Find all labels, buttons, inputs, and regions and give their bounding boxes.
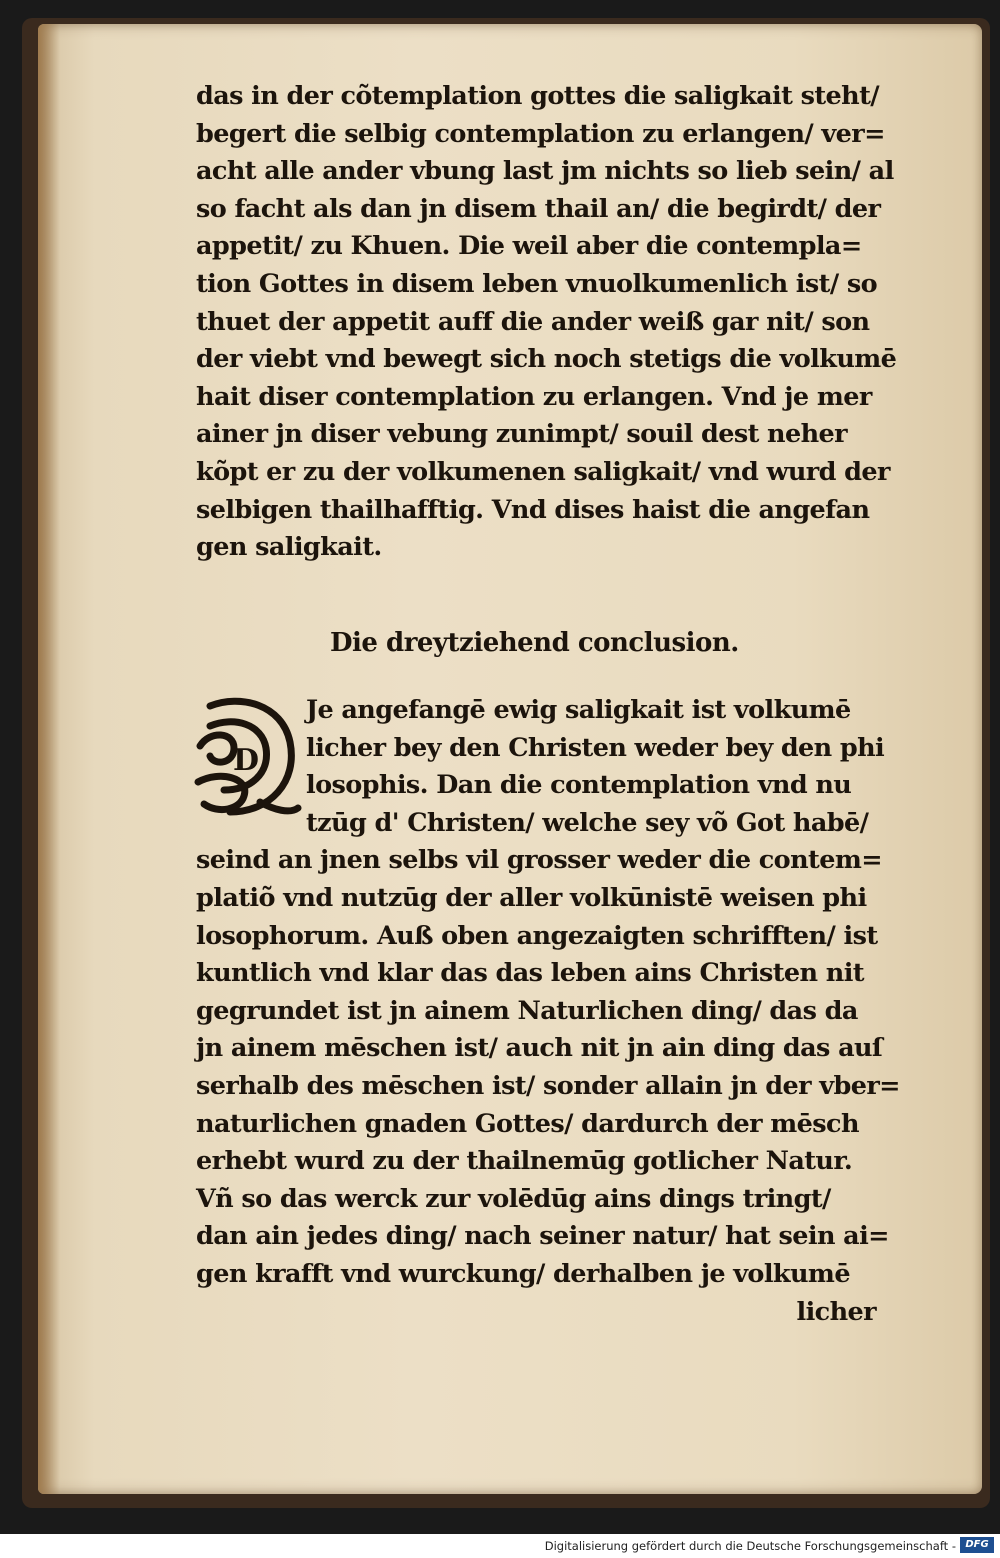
text-line: seind an jnen selbs vil grosser weder die contem= (196, 845, 882, 876)
text-line: der viebt vnd bewegt sich noch stetigs die volkumē (196, 344, 897, 375)
dfg-logo: DFG (960, 1537, 994, 1553)
text-line: gen saligkait. (196, 532, 382, 563)
text-line: Je angefangē ewig saligkait ist volkumē (306, 695, 851, 725)
text-line: Vñ so das werck zur volēdūg ains dings tringt/ (196, 1183, 831, 1214)
section-heading: Die dreytziehend conclusion. (330, 628, 739, 658)
funding-credit: Digitalisierung gefördert durch die Deutsche Forschungsgemeinschaft - (544, 1539, 956, 1553)
text-line: hait diser contemplation zu erlangen. Vnd je mer (196, 381, 872, 412)
paragraph-1 (196, 78, 906, 567)
text-line: naturlichen gnaden Gottes/ dardurch der mēsch (196, 1108, 859, 1139)
text-line: acht alle ander vbung last jm nichts so lieb sein/ al (196, 156, 894, 187)
text-line: gegrundet ist jn ainem Naturlichen ding/ das da (196, 995, 858, 1026)
text-line: thuet der appetit auff die ander weiß gar nit/ son (196, 306, 870, 337)
text-line: begert die selbig contemplation zu erlangen/ ver= (196, 118, 885, 149)
text-line: so facht als dan jn disem thail an/ die begirdt/ der (196, 193, 881, 224)
text-line: gen krafft vnd wurckung/ derhalben je volkumē (196, 1258, 850, 1289)
paragraph-2 (196, 692, 906, 1331)
catchword: licher (796, 1296, 876, 1327)
text-line: losophorum. Auß oben angezaigten schrifften/ ist (196, 920, 878, 951)
svg-text:D: D (232, 743, 260, 778)
text-line: dan ain jedes ding/ nach seiner natur/ hat sein ai= (196, 1221, 889, 1252)
text-line: erhebt wurd zu der thailnemūg gotlicher Natur. (196, 1146, 853, 1177)
text-line: serhalb des mēschen ist/ sonder allain jn der vber= (196, 1070, 900, 1101)
text-line: das in der cõtemplation gottes die saligkait steht/ (196, 81, 879, 111)
text-line: losophis. Dan die contemplation vnd nu (306, 770, 852, 801)
text-line: kuntlich vnd klar das das leben ains Christen nit (196, 958, 864, 989)
text-line: ainer jn diser vebung zunimpt/ souil dest neher (196, 419, 848, 450)
digitization-footer (0, 1534, 1000, 1558)
text-line: appetit/ zu Khuen. Die weil aber die contempla= (196, 231, 862, 262)
text-line: kõpt er zu der volkumenen saligkait/ vnd wurd der (196, 456, 890, 487)
text-line: jn ainem mēschen ist/ auch nit jn ain ding das auſ (196, 1033, 883, 1064)
text-line: platiõ vnd nutzūg der aller volkūnistē weisen phi (196, 882, 867, 913)
text-line: licher bey den Christen weder bey den phi (306, 732, 885, 763)
text-line: tzūg d' Christen/ welche sey võ Got habē/ (306, 807, 869, 838)
text-line: selbigen thailhafftig. Vnd dises haist die angefan (196, 494, 870, 525)
text-line: tion Gottes in disem leben vnuolkumenlich ist/ so (196, 268, 877, 299)
